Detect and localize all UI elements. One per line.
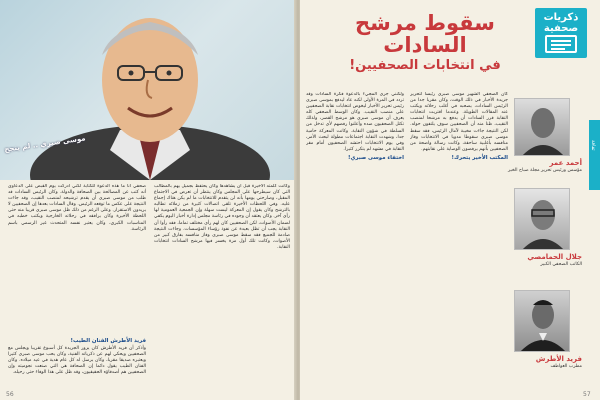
headline-sub: في انتخابات الصحفيين!: [349, 58, 501, 73]
badge-line-2: صحفية: [543, 23, 579, 34]
left-page-column-1: [154, 184, 290, 390]
right-page-column-1: [410, 92, 508, 390]
right-page-column-2: [306, 92, 404, 390]
left-page-column-3: [8, 336, 146, 390]
subhead-disappearance: اختفاء موسى صبري!: [348, 154, 404, 161]
profile-name-3: فريد الأطرش: [535, 355, 582, 363]
side-section-tag: [589, 120, 600, 190]
portrait-galal-drawing: [515, 189, 570, 250]
left-column-2-text: صحفي أنا ما هذه الدعوة للكتابة لكني أدركت يوم القبض على الدعاوى أنه كتب عن المصالحة بين الصحافة والدولة. وكان الرئيس السادات قد طلب من موسى صبري أن يقدم ترشيحه لمنصب النقيب، وقد جاءت النتيجة على عكس ما توقعه الرئيس. وقال السادات بعدها إن الصحفيين لا يريدون الاستقرار. وعلى الرغم من ذلك ظل موسى صبري قريبا منه حتى اللحظة الأخيرة وكان يرافقه في رحلاته الخارجية ويكتب خطبه في المناسبات الكبرى، وكان يعتبر نفسه المتحدث غير الرسمي باسم الرئاسة.: [8, 184, 146, 232]
subhead-farid: فريد الأطرش الفنان الطيب!: [70, 338, 146, 344]
caricature-drawing: [0, 0, 296, 180]
illustration-caption: موسى صبري .. لم ينجح: [3, 134, 87, 154]
side-tag-label: ثقافة: [590, 140, 596, 151]
profile-role-3: مطرب العواطف: [550, 364, 582, 369]
headline-main: [318, 12, 532, 56]
headline-line-1: سقوط مرشح: [355, 11, 495, 35]
left-column-3-text: وأذكر أن فريد الأطرش كان يزور الجريدة كل أسبوع تقريبا ويجلس مع الصحفيين ويحكي لهم عن ذكرياته الفنية، وكان يحب موسى صبري كثيرا ويعتبره صديقا مقربا، وكان يرسل له كل عام هدية في عيد ميلاده. وكان الفنان الطيب يقول دائما إن الصحافة هي التي صنعت نجوميته وإن الصحفيين هم أصدقاؤه الحقيقيون، وقد ظل على هذا الوفاء حتى رحيله.: [8, 346, 146, 376]
left-folio: 56: [6, 391, 14, 398]
portrait-ahmed-omar-drawing: [515, 99, 570, 156]
caricature-illustration: [0, 0, 296, 180]
left-page: [0, 0, 296, 400]
profile-name-2: جلال الحمامصي: [527, 253, 582, 261]
left-page-column-2: [8, 184, 146, 334]
profile-role-2: الكاتب الصحفي الكبير: [540, 262, 582, 267]
left-column-1-text: وكانت كلمته الأخيرة قبل أن يشاهدها وكان يحتفظ بجميل يهم بالمطالب التي كان سيطرحها على المجلس وكان ينتظر أن تعرض في الاجتماع المقبل، وصارحني يومها بأنه لن يتقدم للانتخابات ما لم يكن هناك إجماع عليه. وفي اللحظات الأخيرة تلقى اتصالات كثيرة من زملائه تطالبه بالترشح وكان يقول إن المعركة ليست سهلة وإن الجمعية العمومية لها رأي آخر. وكان يعتقد أن وجوده في رئاسة مجلس إدارة أخبار اليوم يكفي لضمان الأصوات، لكن الصحفيين كان لهم رأي مختلف تماما، فقد رأوا أن النقابة يجب أن تظل بعيدة عن نفوذ رؤساء المؤسسات. وجاءت النتيجة صادمة للجميع فقد سقط موسى صبري وفاز منافسه بفارق كبير من الأصوات، وكانت تلك أول مرة يخسر فيها مرشح السادات انتخابات النقابة.: [154, 184, 290, 250]
right-folio: 57: [583, 391, 591, 398]
newspaper-icon: [545, 35, 577, 53]
portrait-farid-drawing: [515, 291, 570, 352]
right-column-1-text: كان الصحفي الشهير موسى صبري رئيسا لتحرير جريدة الأخبار في ذلك الوقت، وكان مقربا جدا من الرئيس السادات، يصحبه في أغلب رحلاته ويكتب عنه المقالات الطويلة. وعندما اقتربت انتخابات النقابة قرر السادات أن يدفع به مرشحا لمنصب النقيب، ظنا منه أن الصحفيين سوف يلتفون حوله. لكن النتيجة جاءت مخيبة لآمال الرئيس، فقد سقط موسى صبري سقوطا مدويا في الانتخابات وفاز منافسه بأغلبية ساحقة، وكانت رسالة واضحة من الصحفيين بأنهم يرفضون الوصاية على نقابتهم.: [410, 92, 508, 152]
portrait-galal-hamamsy: [514, 188, 570, 250]
section-badge: [535, 8, 587, 58]
badge-line-1: ذكريات: [543, 12, 579, 23]
profile-role-1: مؤسس ورئيس تحرير مجلة صباح الخير: [507, 168, 582, 173]
portrait-ahmed-omar: [514, 98, 570, 156]
portrait-farid-alatrash: [514, 290, 570, 352]
headline-line-2: السادات: [383, 33, 467, 57]
profile-name-1: أحمد عمر: [549, 159, 582, 167]
right-column-2-text: ولكنني جري المجيء بالدعوة فكرة السادات وقد تردد في المرة الأولى لكنه عاد ليدفع بموسى صبري رئيس تحرير الأخبار ليخوض انتخابات نقابة الصحفيين على منصب النقيب. وكان الوسط الصحفي كله يعرف أن موسى صبري هو مرشح القصر، ولذلك تكتل الصحفيون ضده وأعلنوا رفضهم لأي تدخل من السلطة في شؤون النقابة. وكانت المعركة حامية جدا، وشهدت النقابة اجتماعات مطولة لبحث الأمر، وفي يوم الانتخابات احتشد الصحفيون أمام مقر النقابة في مشهد لم يتكرر كثيرا.: [306, 92, 404, 152]
subhead-office: المكتب الأخير يتحرك!: [451, 154, 508, 161]
